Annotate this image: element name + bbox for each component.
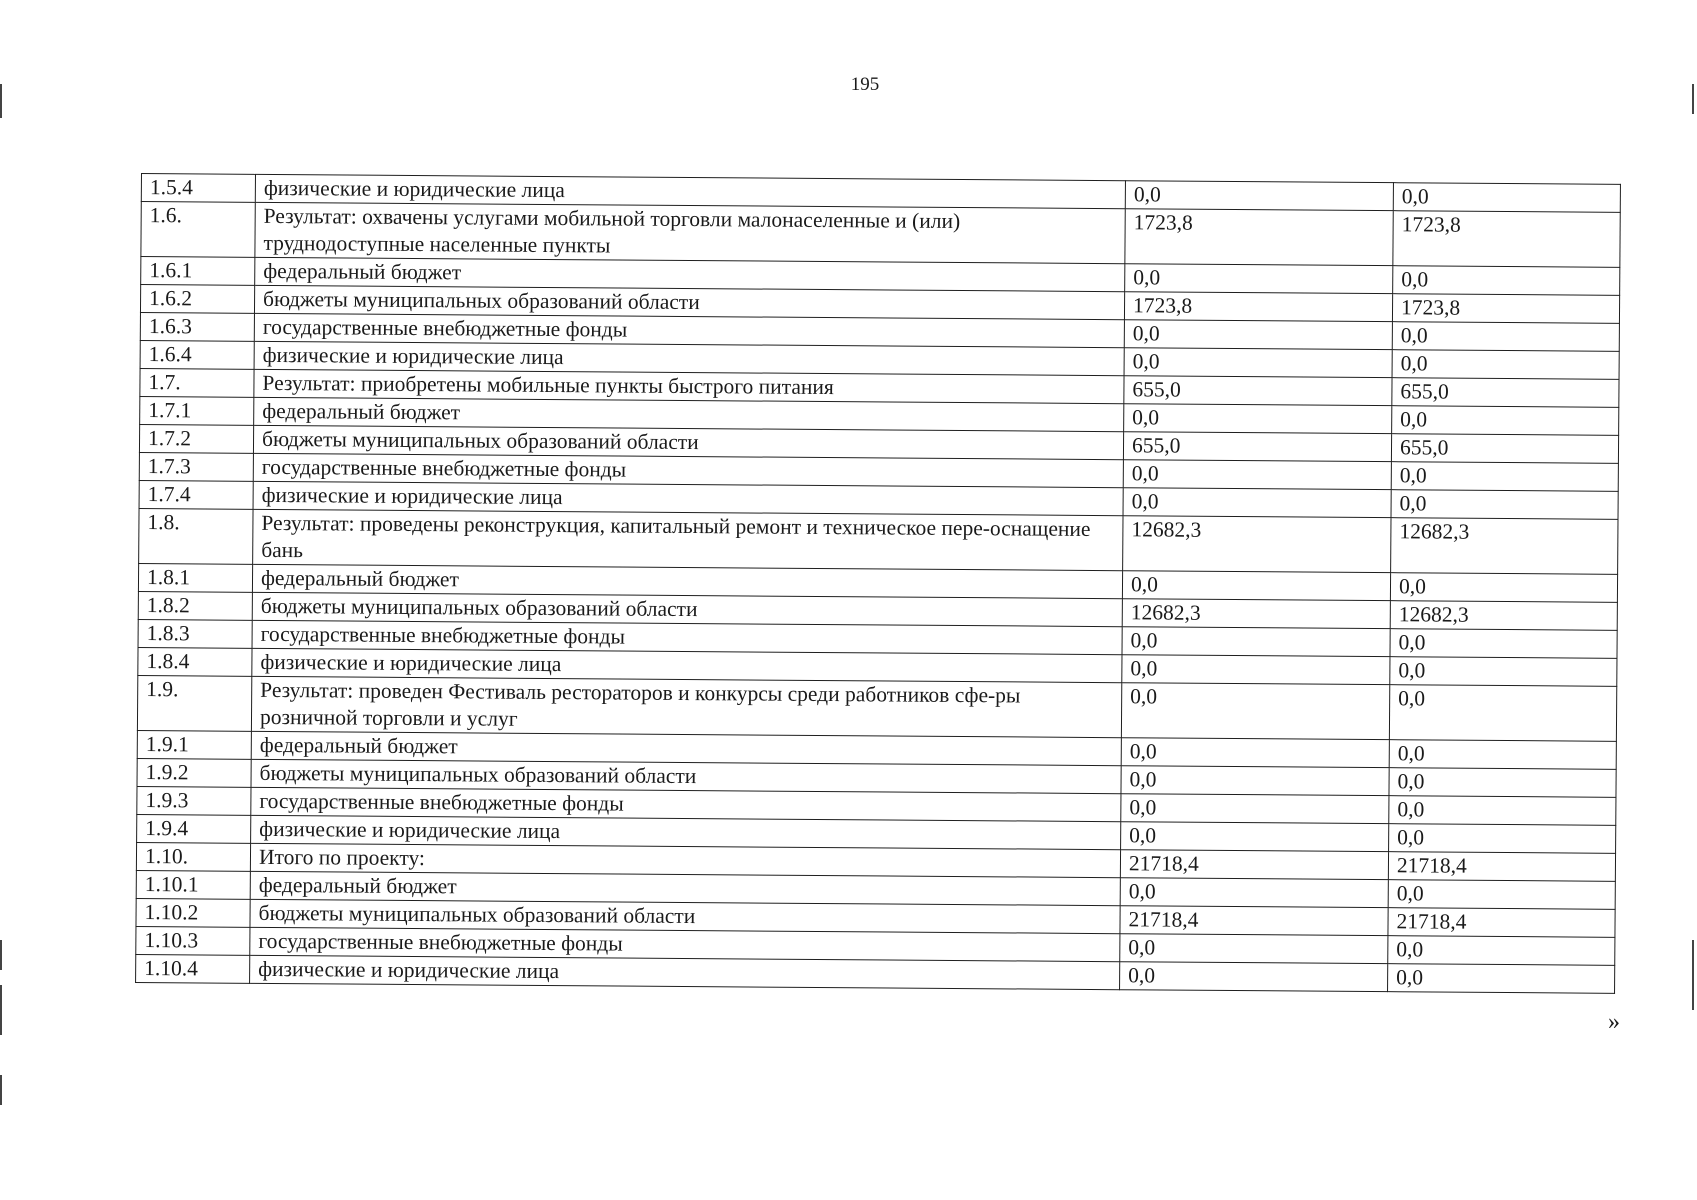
row-value-cell-2: 0,0 <box>1391 462 1618 492</box>
row-number-cell: 1.10.1 <box>136 870 250 899</box>
row-number-cell: 1.6.3 <box>140 312 254 341</box>
row-description-cell: Результат: проведен Фестиваль рестораторов и конкурсы среди работников сфе-ры розничной торговли и услуг <box>251 676 1121 737</box>
row-description-cell: федеральный бюджет <box>251 731 1121 765</box>
row-number-cell: 1.8.1 <box>138 563 252 592</box>
row-number-cell: 1.10. <box>136 842 250 871</box>
row-number-cell: 1.9.1 <box>137 730 251 759</box>
row-number-cell: 1.6.2 <box>140 285 254 314</box>
row-value-cell-2: 0,0 <box>1392 322 1619 352</box>
right-scan-edge <box>1692 0 1695 1200</box>
row-value-cell-1: 12682,3 <box>1122 599 1390 629</box>
row-number-cell: 1.9.2 <box>137 758 251 787</box>
row-description-cell: бюджеты муниципальных образований области <box>250 899 1120 933</box>
closing-quote: » <box>1608 1009 1620 1035</box>
row-value-cell-1: 0,0 <box>1121 766 1389 796</box>
row-value-cell-2: 0,0 <box>1391 490 1618 520</box>
page-number: 195 <box>850 74 880 95</box>
row-value-cell-2: 0,0 <box>1390 657 1617 687</box>
row-value-cell-1: 0,0 <box>1122 571 1390 601</box>
row-description-cell: Результат: приобретены мобильные пункты быстрого питания <box>254 369 1124 403</box>
row-number-cell: 1.9.3 <box>137 786 251 815</box>
row-number-cell: 1.8.4 <box>138 647 252 676</box>
row-value-cell-1: 12682,3 <box>1123 516 1391 573</box>
row-description-cell: бюджеты муниципальных образований области <box>252 592 1122 626</box>
row-value-cell-2: 0,0 <box>1388 964 1615 994</box>
row-description-cell: государственные внебюджетные фонды <box>254 313 1124 347</box>
row-number-cell: 1.9.4 <box>137 814 251 843</box>
row-value-cell-2: 655,0 <box>1392 378 1619 408</box>
row-value-cell-1: 655,0 <box>1124 376 1392 406</box>
row-description-cell: физические и юридические лица <box>252 648 1122 682</box>
row-number-cell: 1.7.4 <box>139 480 253 509</box>
row-number-cell: 1.7.1 <box>140 396 254 425</box>
row-value-cell-1: 0,0 <box>1121 794 1389 824</box>
row-value-cell-2: 655,0 <box>1391 434 1618 464</box>
row-value-cell-1: 1723,8 <box>1125 209 1393 266</box>
row-description-cell: государственные внебюджетные фонды <box>252 620 1122 654</box>
row-value-cell-1: 21718,4 <box>1120 906 1388 936</box>
row-value-cell-2: 0,0 <box>1388 936 1615 966</box>
row-number-cell: 1.8. <box>139 508 253 564</box>
row-number-cell: 1.5.4 <box>141 174 255 203</box>
row-value-cell-1: 0,0 <box>1124 320 1392 350</box>
row-number-cell: 1.6.1 <box>141 257 255 286</box>
row-value-cell-2: 1723,8 <box>1393 211 1620 268</box>
row-description-cell: государственные внебюджетные фонды <box>250 927 1120 961</box>
row-description-cell: бюджеты муниципальных образований области <box>253 425 1123 459</box>
row-value-cell-2: 0,0 <box>1393 183 1620 213</box>
row-value-cell-1: 0,0 <box>1120 962 1388 992</box>
row-value-cell-1: 0,0 <box>1120 878 1388 908</box>
row-description-cell: федеральный бюджет <box>250 871 1120 905</box>
row-description-cell: Результат: охвачены услугами мобильной торговли малонаселенные и (или) труднодоступные населенные пункты <box>255 202 1125 263</box>
row-description-cell: федеральный бюджет <box>252 564 1122 598</box>
row-description-cell: государственные внебюджетные фонды <box>253 453 1123 487</box>
row-number-cell: 1.10.3 <box>136 926 250 955</box>
row-description-cell: физические и юридические лица <box>255 174 1125 208</box>
row-value-cell-2: 0,0 <box>1392 350 1619 380</box>
row-value-cell-1: 0,0 <box>1125 181 1393 211</box>
row-value-cell-1: 0,0 <box>1121 738 1389 768</box>
row-description-cell: Итого по проекту: <box>250 843 1120 877</box>
row-description-cell: государственные внебюджетные фонды <box>251 787 1121 821</box>
row-value-cell-1: 0,0 <box>1121 683 1389 740</box>
row-value-cell-2: 0,0 <box>1389 768 1616 798</box>
table-row <box>137 675 1616 741</box>
row-value-cell-2: 0,0 <box>1389 824 1616 854</box>
row-description-cell: Результат: проведены реконструкция, капитальный ремонт и техническое пере-оснащение бань <box>253 509 1123 570</box>
row-value-cell-1: 0,0 <box>1122 655 1390 685</box>
row-value-cell-1: 0,0 <box>1123 488 1391 518</box>
row-value-cell-2: 12682,3 <box>1391 518 1618 575</box>
financing-table <box>135 173 1621 994</box>
row-description-cell: физические и юридические лица <box>254 341 1124 375</box>
row-number-cell: 1.8.2 <box>138 591 252 620</box>
row-description-cell: бюджеты муниципальных образований области <box>254 285 1124 319</box>
row-value-cell-2: 0,0 <box>1393 266 1620 296</box>
row-value-cell-1: 0,0 <box>1123 460 1391 490</box>
row-number-cell: 1.7.3 <box>139 452 253 481</box>
row-value-cell-1: 0,0 <box>1120 934 1388 964</box>
row-value-cell-2: 0,0 <box>1389 685 1616 742</box>
table-row <box>141 202 1620 268</box>
row-value-cell-2: 0,0 <box>1388 880 1615 910</box>
row-value-cell-1: 0,0 <box>1122 627 1390 657</box>
row-number-cell: 1.9. <box>137 675 251 731</box>
row-value-cell-2: 12682,3 <box>1390 601 1617 631</box>
row-value-cell-1: 0,0 <box>1125 264 1393 294</box>
table-body <box>136 174 1621 994</box>
row-value-cell-2: 21718,4 <box>1388 908 1615 938</box>
row-value-cell-2: 0,0 <box>1389 740 1616 770</box>
row-value-cell-2: 21718,4 <box>1388 852 1615 882</box>
row-number-cell: 1.10.4 <box>136 954 250 983</box>
row-value-cell-2: 1723,8 <box>1392 294 1619 324</box>
table-container <box>135 173 1621 994</box>
row-description-cell: физические и юридические лица <box>253 481 1123 515</box>
row-number-cell: 1.7. <box>140 368 254 397</box>
row-value-cell-2: 0,0 <box>1390 629 1617 659</box>
left-scan-edge <box>0 0 3 1200</box>
row-value-cell-2: 0,0 <box>1389 796 1616 826</box>
row-number-cell: 1.6. <box>141 202 255 258</box>
row-description-cell: физические и юридические лица <box>250 955 1120 989</box>
row-value-cell-1: 655,0 <box>1123 432 1391 462</box>
row-number-cell: 1.7.2 <box>139 424 253 453</box>
row-value-cell-1: 0,0 <box>1124 404 1392 434</box>
row-description-cell: федеральный бюджет <box>254 397 1124 431</box>
row-number-cell: 1.8.3 <box>138 619 252 648</box>
row-value-cell-1: 21718,4 <box>1120 850 1388 880</box>
row-value-cell-1: 0,0 <box>1121 822 1389 852</box>
row-value-cell-1: 0,0 <box>1124 348 1392 378</box>
row-value-cell-2: 0,0 <box>1390 573 1617 603</box>
row-value-cell-2: 0,0 <box>1392 406 1619 436</box>
row-description-cell: федеральный бюджет <box>255 257 1125 291</box>
row-number-cell: 1.10.2 <box>136 898 250 927</box>
row-description-cell: бюджеты муниципальных образований области <box>251 759 1121 793</box>
row-number-cell: 1.6.4 <box>140 340 254 369</box>
row-description-cell: физические и юридические лица <box>251 815 1121 849</box>
row-value-cell-1: 1723,8 <box>1124 292 1392 322</box>
